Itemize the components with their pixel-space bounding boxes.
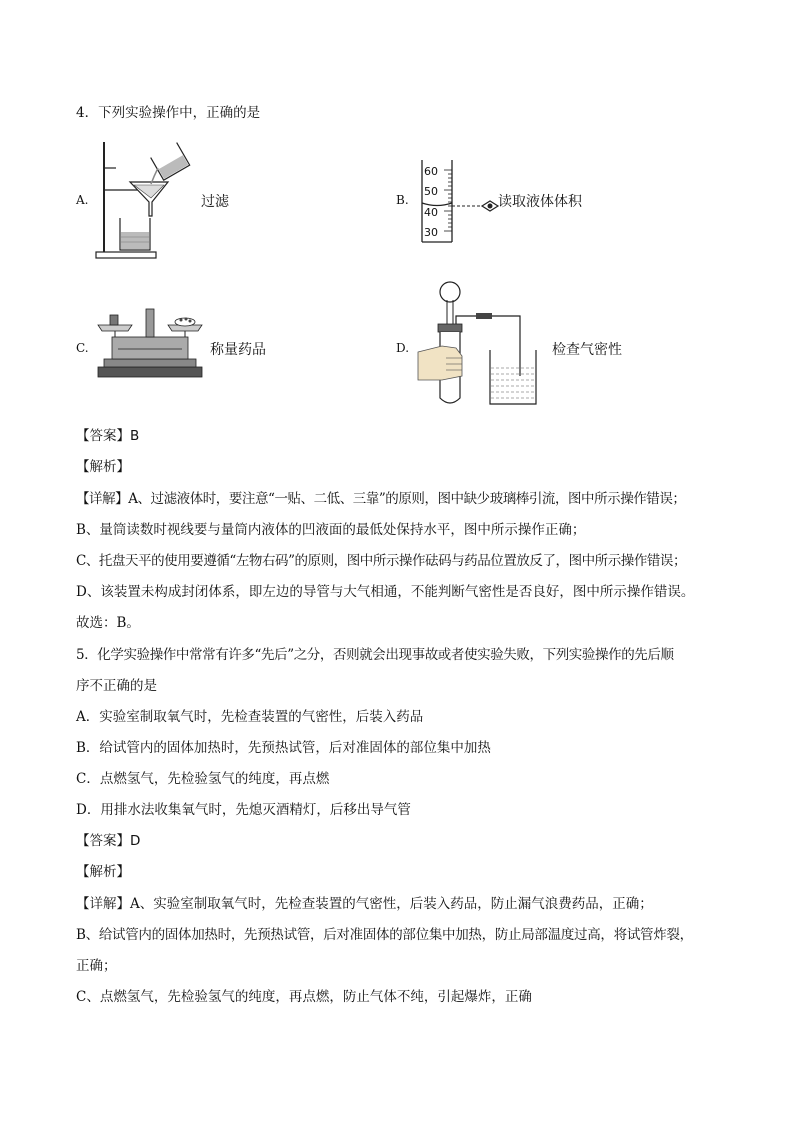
- q4-detail-d: D、该装置未构成封闭体系，即左边的导管与大气相通，不能判断气密性是否良好，图中所示操作错误。: [76, 584, 695, 600]
- q4-detail-c: C、托盘天平的使用要遵循“左物右码”的原则，图中所示操作砝码与药品位置放反了，图中所示操作错误；: [76, 553, 687, 569]
- filtration-figure: [94, 138, 204, 262]
- q4-stem: 4．下列实验操作中，正确的是: [76, 105, 261, 121]
- q5-detail-a: 【详解】A、实验室制取氧气时，先检查装置的气密性，后装入药品，防止漏气浪费药品，正确；: [76, 896, 653, 912]
- q5-detail-c: C、点燃氢气，先检验氢气的纯度，再点燃，防止气体不纯，引起爆炸，正确: [76, 989, 532, 1005]
- q4-option-b-letter: B.: [396, 193, 409, 207]
- q4-option-a-letter: A.: [76, 193, 89, 207]
- balance-figure: [94, 303, 206, 381]
- q4-detail-b: B、量筒读数时视线要与量筒内液体的凹液面的最低处保持水平，图中所示操作正确；: [76, 522, 586, 538]
- q4-detail-a: 【详解】A、过滤液体时，要注意“一贴、二低、三靠”的原则，图中缺少玻璃棒引流，图中所示操作错误；: [76, 491, 686, 507]
- q4-conclusion: 故选：B。: [76, 615, 140, 631]
- q5-analysis-title: 【解析】: [76, 864, 130, 880]
- q4-option-b-caption: 读取液体体积: [498, 194, 582, 210]
- tick-label-60: 60: [424, 165, 438, 178]
- q4-option-c-caption: 称量药品: [210, 342, 266, 358]
- q5-detail-b-cont: 正确；: [76, 958, 117, 974]
- q4-analysis-title: 【解析】: [76, 459, 130, 475]
- q4-answer: 【答案】B: [76, 428, 140, 444]
- tick-label-30: 30: [424, 226, 438, 239]
- q4-option-a-caption: 过滤: [201, 194, 229, 210]
- q5-option-b: B．给试管内的固体加热时，先预热试管，后对准固体的部位集中加热: [76, 740, 491, 756]
- q5-option-c: C．点燃氢气，先检验氢气的纯度，再点燃: [76, 771, 330, 787]
- q4-option-d-letter: D.: [396, 341, 410, 355]
- airtight-check-figure: [416, 280, 542, 408]
- q5-detail-b: B、给试管内的固体加热时，先预热试管，后对准固体的部位集中加热，防止局部温度过高，将试管炸裂，: [76, 927, 693, 943]
- q4-option-c-letter: C.: [76, 341, 89, 355]
- q5-stem-line2: 序不正确的是: [76, 678, 157, 694]
- q4-option-d-caption: 检查气密性: [552, 342, 622, 358]
- tick-label-50: 50: [424, 185, 438, 198]
- q5-stem-line1: 5．化学实验操作中常常有许多“先后”之分，否则就会出现事故或者使实验失败，下列实验操作的先后顺: [76, 647, 674, 663]
- cylinder-figure: [418, 158, 510, 244]
- q5-answer: 【答案】D: [76, 833, 141, 849]
- q5-option-d: D．用排水法收集氧气时，先熄灭酒精灯，后移出导气管: [76, 802, 411, 818]
- tick-label-40: 40: [424, 206, 438, 219]
- q5-option-a: A．实验室制取氧气时，先检查装置的气密性，后装入药品: [76, 709, 424, 725]
